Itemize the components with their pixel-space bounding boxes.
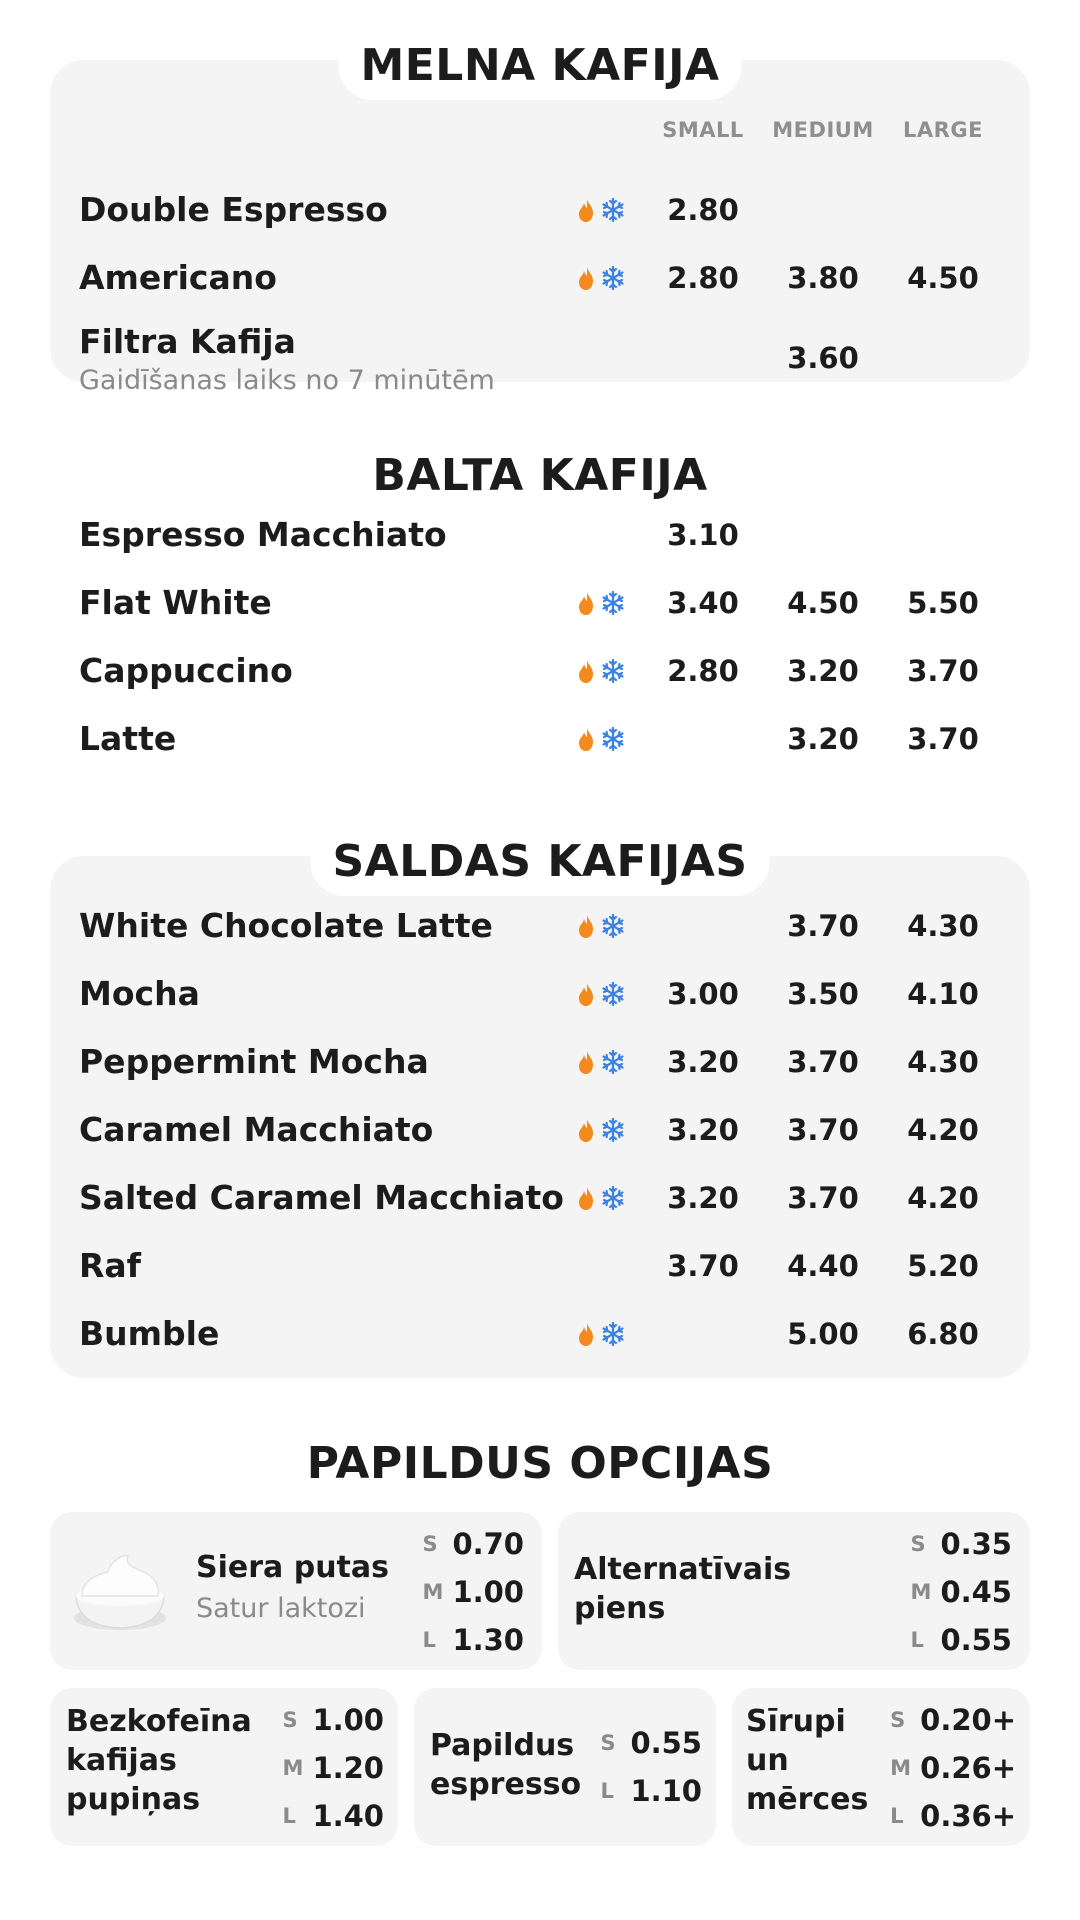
section-title-saldas: SALDAS KAFIJAS xyxy=(310,832,769,896)
menu-row xyxy=(50,322,1030,397)
addon-name-text: Siera putas xyxy=(196,1550,389,1585)
flame-icon xyxy=(579,983,593,1006)
addon-name xyxy=(196,1548,389,1626)
section-title-melna: MELNA KAFIJA xyxy=(338,36,741,100)
column-header-medium: MEDIUM xyxy=(772,118,874,142)
price-small: 2.80 xyxy=(667,654,739,688)
snowflake-icon xyxy=(604,592,623,614)
size-price-list xyxy=(600,1719,702,1815)
snowflake-icon xyxy=(604,1323,623,1345)
price-large: 3.70 xyxy=(907,654,979,688)
size-price: 0.35 xyxy=(940,1527,1012,1561)
addon-name-line: Sīrupi xyxy=(746,1704,846,1739)
section-title-papildus: PAPILDUS OPCIJAS xyxy=(306,1438,774,1489)
menu-row xyxy=(50,505,1030,565)
menu-row xyxy=(50,573,1030,633)
flame-icon xyxy=(579,1323,593,1346)
hot-cold-icons xyxy=(574,1116,626,1144)
size-label: L xyxy=(422,1628,436,1652)
size-row xyxy=(910,1616,1012,1664)
addon-name-line: kafijas xyxy=(66,1743,177,1778)
addon-name-line: Bezkofeīna xyxy=(66,1704,252,1739)
snowflake-icon xyxy=(604,1187,623,1209)
hot-cold-icons xyxy=(574,980,626,1008)
size-price: 1.30 xyxy=(452,1623,524,1657)
size-price: 1.20 xyxy=(312,1751,384,1785)
price-medium: 3.20 xyxy=(787,722,859,756)
addon-name xyxy=(66,1702,252,1819)
size-price: 1.00 xyxy=(312,1703,384,1737)
item-name: Espresso Macchiato xyxy=(79,515,447,554)
price-large: 5.20 xyxy=(907,1249,979,1283)
hot-cold-icons xyxy=(574,1320,626,1348)
price-medium: 3.50 xyxy=(787,977,859,1011)
price-medium: 5.00 xyxy=(787,1317,859,1351)
price-medium: 3.20 xyxy=(787,654,859,688)
flame-icon xyxy=(579,267,593,290)
price-small: 3.10 xyxy=(667,518,739,552)
size-row xyxy=(890,1744,1016,1792)
item-name: Salted Caramel Macchiato xyxy=(79,1178,564,1217)
price-small: 3.20 xyxy=(667,1045,739,1079)
flame-icon xyxy=(579,1051,593,1074)
flame-icon xyxy=(579,1187,593,1210)
size-row xyxy=(910,1568,1012,1616)
size-label: S xyxy=(890,1708,906,1732)
snowflake-icon xyxy=(604,660,623,682)
snowflake-icon xyxy=(604,728,623,750)
size-row xyxy=(890,1696,1016,1744)
snowflake-icon xyxy=(604,983,623,1005)
size-price-list xyxy=(282,1696,384,1840)
size-price-list xyxy=(422,1520,524,1664)
size-price-list xyxy=(890,1696,1016,1840)
addon-name xyxy=(430,1726,581,1804)
size-row xyxy=(422,1568,524,1616)
price-large: 4.20 xyxy=(907,1113,979,1147)
size-label: S xyxy=(422,1532,438,1556)
hot-cold-icons xyxy=(574,1184,626,1212)
price-medium: 3.60 xyxy=(787,341,859,375)
menu-row xyxy=(50,1236,1030,1296)
size-price: 1.40 xyxy=(312,1799,384,1833)
size-row xyxy=(890,1792,1016,1840)
price-small: 3.20 xyxy=(667,1113,739,1147)
addon-name-line: Papildus xyxy=(430,1728,575,1763)
size-row xyxy=(282,1696,384,1744)
hot-cold-icons xyxy=(574,196,626,224)
addon-name-line: espresso xyxy=(430,1767,582,1802)
size-label: S xyxy=(600,1731,616,1755)
menu-row xyxy=(50,1168,1030,1228)
hot-cold-icons xyxy=(574,589,626,617)
size-label: M xyxy=(910,1580,932,1604)
item-name: White Chocolate Latte xyxy=(79,906,493,945)
hot-cold-icons xyxy=(574,725,626,753)
whipped-cream-icon xyxy=(68,1540,172,1636)
size-row xyxy=(422,1616,524,1664)
menu-row xyxy=(50,896,1030,956)
item-note: Gaidīšanas laiks no 7 minūtēm xyxy=(79,365,495,397)
price-medium: 4.40 xyxy=(787,1249,859,1283)
column-header-large: LARGE xyxy=(903,118,983,142)
saldas-kafijas-section xyxy=(50,836,1030,1378)
menu-row xyxy=(50,641,1030,701)
size-price-list xyxy=(910,1520,1012,1664)
price-medium: 3.70 xyxy=(787,1045,859,1079)
size-price: 1.10 xyxy=(630,1774,702,1808)
price-large: 3.70 xyxy=(907,722,979,756)
size-price: 0.45 xyxy=(940,1575,1012,1609)
item-name: Flat White xyxy=(79,583,272,622)
size-row xyxy=(282,1744,384,1792)
balta-kafija-section xyxy=(50,440,1030,780)
addon-name xyxy=(574,1550,791,1628)
section-title-balta: BALTA KAFIJA xyxy=(372,450,708,501)
addon-name-line: piens xyxy=(574,1591,666,1626)
menu-row xyxy=(50,1100,1030,1160)
menu-row xyxy=(50,964,1030,1024)
menu-row xyxy=(50,248,1030,308)
item-name: Bumble xyxy=(79,1314,220,1353)
flame-icon xyxy=(579,915,593,938)
size-label: L xyxy=(600,1779,614,1803)
size-price: 0.70 xyxy=(452,1527,524,1561)
menu-row xyxy=(50,709,1030,769)
snowflake-icon xyxy=(604,1051,623,1073)
size-label: L xyxy=(282,1804,296,1828)
flame-icon xyxy=(579,199,593,222)
size-label: M xyxy=(422,1580,444,1604)
flame-icon xyxy=(579,660,593,683)
price-large: 4.50 xyxy=(907,261,979,295)
column-header-small: SMALL xyxy=(662,118,744,142)
addon-name-line: Alternatīvais xyxy=(574,1552,792,1587)
size-price: 1.00 xyxy=(452,1575,524,1609)
item-name-text: Filtra Kafija xyxy=(79,322,296,361)
snowflake-icon xyxy=(604,199,623,221)
size-label: L xyxy=(910,1628,924,1652)
price-small: 2.80 xyxy=(667,193,739,227)
menu-row xyxy=(50,1032,1030,1092)
addon-card-alternativais-piens xyxy=(558,1512,1030,1670)
addon-card-sirupi xyxy=(732,1688,1030,1846)
item-name: Americano xyxy=(79,258,277,297)
size-label: S xyxy=(910,1532,926,1556)
price-large: 4.30 xyxy=(907,909,979,943)
price-small: 2.80 xyxy=(667,261,739,295)
size-row xyxy=(600,1719,702,1767)
addon-card-bezkofeina xyxy=(50,1688,398,1846)
item-name: Double Espresso xyxy=(79,190,388,229)
melna-kafija-section xyxy=(50,40,1030,397)
item-name: Raf xyxy=(79,1246,142,1285)
item-name: Caramel Macchiato xyxy=(79,1110,434,1149)
price-medium: 3.80 xyxy=(787,261,859,295)
size-label: M xyxy=(282,1756,304,1780)
size-price: 0.36+ xyxy=(920,1799,1016,1833)
snowflake-icon xyxy=(604,1119,623,1141)
size-price: 0.20+ xyxy=(920,1703,1016,1737)
price-small: 3.20 xyxy=(667,1181,739,1215)
item-name xyxy=(79,324,495,396)
price-small: 3.00 xyxy=(667,977,739,1011)
price-large: 4.20 xyxy=(907,1181,979,1215)
flame-icon xyxy=(579,592,593,615)
flame-icon xyxy=(579,1119,593,1142)
addon-note: Satur laktozi xyxy=(196,1593,366,1624)
item-name: Peppermint Mocha xyxy=(79,1042,429,1081)
hot-cold-icons xyxy=(574,264,626,292)
addon-name xyxy=(746,1702,868,1819)
addon-card-papildus-espresso xyxy=(414,1688,716,1846)
addon-card-siera-putas xyxy=(50,1512,542,1670)
price-small: 3.40 xyxy=(667,586,739,620)
size-row xyxy=(600,1767,702,1815)
size-row xyxy=(282,1792,384,1840)
size-row xyxy=(910,1520,1012,1568)
snowflake-icon xyxy=(604,915,623,937)
snowflake-icon xyxy=(604,267,623,289)
price-large: 5.50 xyxy=(907,586,979,620)
size-label: M xyxy=(890,1756,912,1780)
menu-row xyxy=(50,180,1030,240)
size-price: 0.55 xyxy=(630,1726,702,1760)
hot-cold-icons xyxy=(574,1048,626,1076)
size-row xyxy=(422,1520,524,1568)
size-price: 0.26+ xyxy=(920,1751,1016,1785)
addon-name-line: mērces xyxy=(746,1782,869,1817)
item-name: Mocha xyxy=(79,974,200,1013)
price-large: 4.10 xyxy=(907,977,979,1011)
price-medium: 3.70 xyxy=(787,909,859,943)
hot-cold-icons xyxy=(574,912,626,940)
price-small: 3.70 xyxy=(667,1249,739,1283)
price-large: 4.30 xyxy=(907,1045,979,1079)
addon-name-line: pupiņas xyxy=(66,1782,201,1817)
size-label: S xyxy=(282,1708,298,1732)
item-name: Latte xyxy=(79,719,177,758)
price-large: 6.80 xyxy=(907,1317,979,1351)
menu-row xyxy=(50,1304,1030,1364)
price-medium: 3.70 xyxy=(787,1113,859,1147)
price-medium: 3.70 xyxy=(787,1181,859,1215)
item-name: Cappuccino xyxy=(79,651,293,690)
flame-icon xyxy=(579,728,593,751)
price-medium: 4.50 xyxy=(787,586,859,620)
addon-name-line: un xyxy=(746,1743,789,1778)
size-price: 0.55 xyxy=(940,1623,1012,1657)
hot-cold-icons xyxy=(574,657,626,685)
size-label: L xyxy=(890,1804,904,1828)
